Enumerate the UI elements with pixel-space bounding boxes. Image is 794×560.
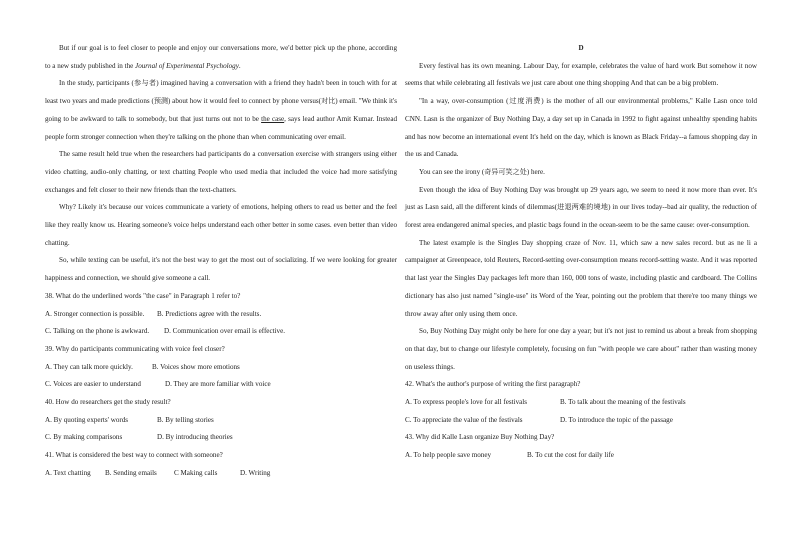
question-41: 41. What is considered the best way to connect with someone?: [45, 451, 223, 460]
question-40-options-row-2: C. By making comparisons D. By introducing theories: [45, 433, 233, 442]
question-39-options-row-1: A. They can talk more quickly. B. Voices show more emotions: [45, 362, 240, 371]
left-column: [45, 40, 397, 483]
right-paragraph-1: Every festival has its own meaning. Labour Day, for example, celebrates the value of hard work But somehow it now seems that while celebrating all festivals we just care about one thing shopping And that can be a big problem.: [405, 61, 757, 88]
question-40-options-row-1: A. By quoting experts' words B. By telling stories: [45, 415, 214, 424]
left-paragraph-5: So, while texting can be useful, it's not the best way to get the most out of socializing. If we were looking for greater happiness and connection, we should give someone a call.: [45, 256, 397, 283]
left-paragraph-4: Why? Likely it's because our voices communicate a variety of emotions, helping others to read us better and the feel like they really know us. Hearing someone's voice helps understand each other better in some cases. even better than video chatting.: [45, 203, 397, 247]
right-paragraph-6: So, Buy Nothing Day might only be here for one day a year; but it's not just to remind us about a break from shopping on that day, but to change our lifestyle completely, focusing on fun "with people we care about" rather than wasting money on useless things.: [405, 327, 757, 371]
underlined-the-case: the case: [261, 114, 285, 123]
question-38: 38. What do the underlined words "the case" in Paragraph 1 refer to?: [45, 291, 241, 300]
passage-title: D: [578, 44, 584, 52]
right-column: [405, 40, 757, 465]
right-paragraph-2: "In a way, over-consumption (过度消费) is the mother of all our environmental problems," Kalle Lasn once told CNN. Lasn is the organizer of Buy Nothing Day, a day set up in Canada in 1992 to fight against unhealthy spending habits and has now become an international event It's held on the day, which is known as Black Friday--a famous shopping day in the us and Canada.: [405, 97, 757, 159]
question-38-options-row-1: A. Stronger connection is possible. B. Predictions agree with the results.: [45, 309, 262, 318]
question-39: 39. Why do participants communicating with voice feel closer?: [45, 344, 225, 353]
left-paragraph-1: But if our goal is to feel closer to people and enjoy our conversations more, we'd better pick up the phone, according to a new study published in the Journal of Experimental Psychology.: [45, 44, 397, 70]
journal-name: Journal of Experimental Psychology: [135, 61, 239, 70]
question-41-options-row-1: A. Text chatting B. Sending emails C Making calls D. Writing: [45, 468, 271, 477]
left-paragraph-2: In the study, participants (参与者) imagined having a conversation with a friend they hadn't been in touch with for at least two years and made predictions (预测) about how it would feel to connect by phone versus(对比) email. "We think it's going to be awkward to talk to somebody, but that just turns out not to be the case, says lead author Amit Kumar. Instead people form stronger connection when they're talking on the phone than when communicating over email.: [45, 79, 398, 141]
right-paragraph-5: The latest example is the Singles Day shopping craze of Nov. 11, which saw a new sales record. but as ne li a campaigner at Greenpeace, told Reuters, Record-setting over-consumption means record-setting waste. And it was reported that last year the Singles Day packages left more than 160, 000 tons of waste, including plastic and cardboard. The Collins dictionary has also just named "single-use" its Word of the Year, pointing out the problem that there're too many things we throw away after only using them once.: [405, 238, 757, 318]
left-paragraph-3: The same result held true when the researchers had participants do a conversation exercise with strangers using either video chatting, audio-only chatting, or text chatting People who used media that included the voice had more satisfying exchanges and felt closer to their new friends than the text-chatters.: [45, 150, 397, 194]
right-paragraph-3: You can see the irony (奇异可笑之处) here.: [419, 167, 545, 176]
right-paragraph-4: Even though the idea of Buy Nothing Day was brought up 29 years ago, we seem to need it now more than ever. It's just as Lasn said, all the different kinds of dilemmas(进退两难的境地) in our lives today--bad air quality, the reduction of forest area endangered animal species, and plastic bags found in the ocean-seem to be the same cause: over-consumption.: [405, 185, 757, 230]
question-42-options-row-1: A. To express people's love for all festivals B. To talk about the meaning of the festivals: [405, 398, 686, 407]
question-40: 40. How do researchers get the study result?: [45, 398, 171, 407]
question-43-options-row-1: A. To help people save money B. To cut the cost for daily life: [405, 451, 614, 460]
question-38-options-row-2: C. Talking on the phone is awkward. D. Communication over email is effective.: [45, 327, 286, 336]
question-42: 42. What's the author's purpose of writing the first paragraph?: [405, 380, 581, 389]
question-39-options-row-2: C. Voices are easier to understand D. They are more familiar with voice: [45, 380, 271, 389]
question-43: 43. Why did Kalle Lasn organize Buy Nothing Day?: [405, 433, 555, 442]
question-42-options-row-2: C. To appreciate the value of the festivals D. To introduce the topic of the passage: [405, 415, 673, 424]
